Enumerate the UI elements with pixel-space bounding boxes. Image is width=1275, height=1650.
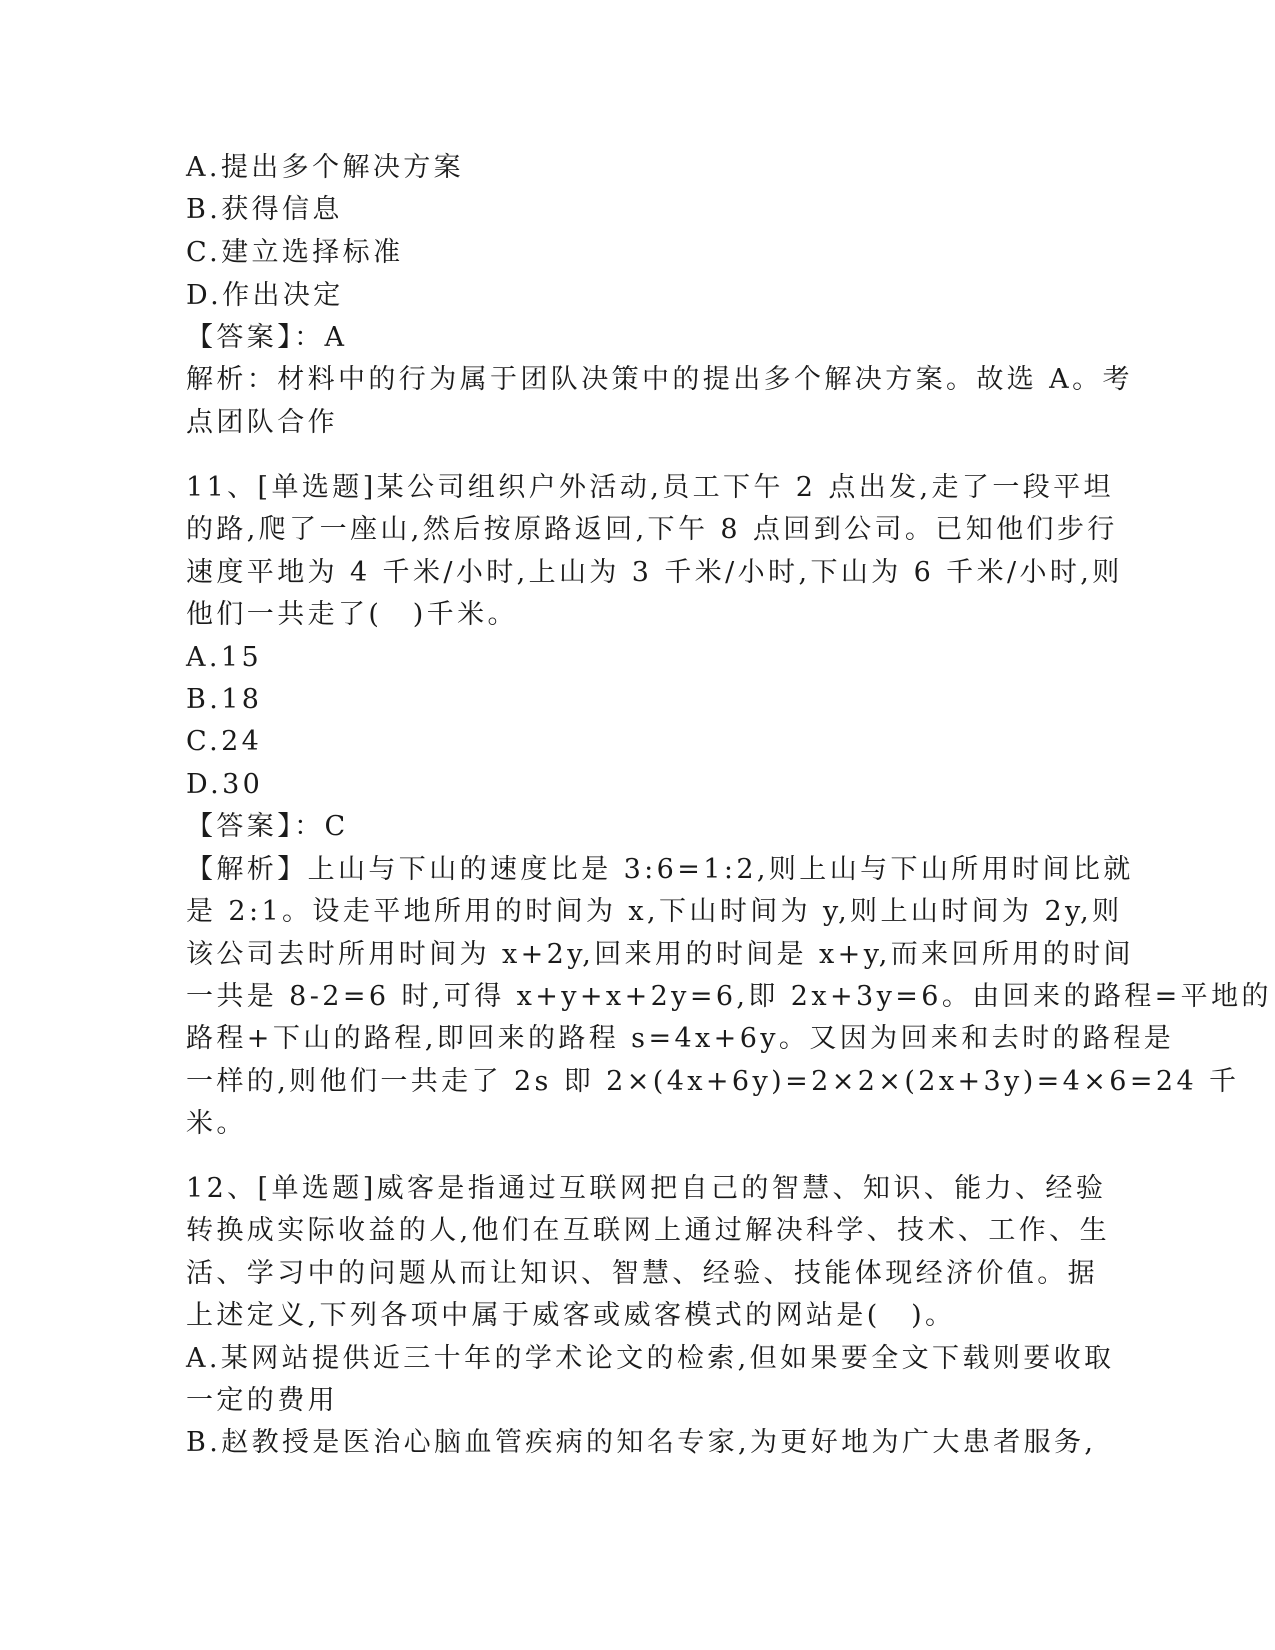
q11-stem-line-4: 他们一共走了( )千米。 (186, 599, 518, 630)
q11-stem-line-1: 11、[单选题]某公司组织户外活动,员工下午 2 点出发,走了一段平坦 (186, 472, 1114, 503)
q11-analysis-line-1: 【解析】上山与下山的速度比是 3:6=1:2,则上山与下山所用时间比就 (186, 854, 1134, 885)
q11-option-b: B.18 (186, 684, 263, 715)
q11-answer: 【答案】：C (186, 811, 349, 842)
q12-stem-line-4: 上述定义,下列各项中属于威客或威客模式的网站是( )。 (186, 1300, 956, 1331)
q12-stem-line-1: 12、[单选题]威客是指通过互联网把自己的智慧、知识、能力、经验 (186, 1173, 1107, 1204)
q11-stem-line-3: 速度平地为 4 千米/小时,上山为 3 千米/小时,下山为 6 千米/小时,则 (186, 557, 1123, 588)
q10-option-c: C.建立选择标准 (186, 237, 404, 268)
q12-stem-line-2: 转换成实际收益的人,他们在互联网上通过解决科学、技术、工作、生 (186, 1215, 1110, 1246)
q12-option-b-line-1: B.赵教授是医治心脑血管疾病的知名专家,为更好地为广大患者服务, (186, 1427, 1097, 1458)
q11-analysis-line-3: 该公司去时所用时间为 x+2y,回来用的时间是 x+y,而来回所用的时间 (186, 939, 1134, 970)
q10-analysis-line-2: 点团队合作 (186, 407, 338, 438)
q10-analysis-line-1: 解析：材料中的行为属于团队决策中的提出多个解决方案。故选 A。考 (186, 364, 1133, 395)
q12-option-a-line-1: A.某网站提供近三十年的学术论文的检索,但如果要全文下载则要收取 (186, 1343, 1115, 1374)
q11-analysis-line-7: 米。 (186, 1108, 247, 1139)
q10-option-a: A.提出多个解决方案 (186, 152, 465, 183)
q12-stem-line-3: 活、学习中的问题从而让知识、智慧、经验、技能体现经济价值。据 (186, 1258, 1098, 1289)
q11-analysis-line-2: 是 2:1。设走平地所用的时间为 x,下山时间为 y,则上山时间为 2y,则 (186, 896, 1123, 927)
q10-option-b: B.获得信息 (186, 194, 343, 225)
q10-option-d: D.作出决定 (186, 280, 344, 311)
q11-analysis-line-4: 一共是 8-2=6 时,可得 x+y+x+2y=6,即 2x+3y=6。由回来的路程=平地的 (186, 981, 1272, 1012)
q11-option-d: D.30 (186, 769, 264, 800)
q11-option-c: C.24 (186, 726, 263, 757)
q12-option-a-line-2: 一定的费用 (186, 1385, 338, 1416)
q11-analysis-line-6: 一样的,则他们一共走了 2s 即 2×(4x+6y)=2×2×(2x+3y)=4×6=24 千 (186, 1066, 1240, 1097)
q11-analysis-line-5: 路程+下山的路程,即回来的路程 s=4x+6y。又因为回来和去时的路程是 (186, 1023, 1175, 1054)
q11-option-a: A.15 (186, 642, 263, 673)
q11-stem-line-2: 的路,爬了一座山,然后按原路返回,下午 8 点回到公司。已知他们步行 (186, 514, 1118, 545)
q10-answer: 【答案】：A (186, 322, 348, 353)
